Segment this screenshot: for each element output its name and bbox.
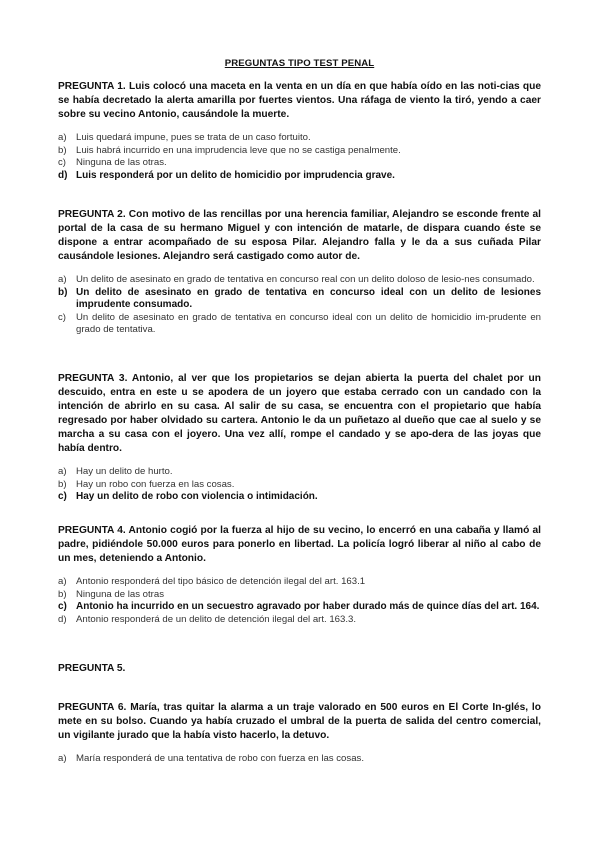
option-text: Antonio responderá de un delito de detención ilegal del art. 163.3. [76, 613, 357, 625]
answer-option [58, 479, 541, 492]
answer-options [58, 466, 541, 504]
question-block [58, 208, 541, 337]
option-letter: c) [58, 491, 67, 502]
answer-option [58, 589, 541, 602]
option-text: Luis responderá por un delito de homicidio por imprudencia grave. [76, 169, 395, 181]
question-block [58, 80, 541, 182]
question-stem: PREGUNTA 6. María, tras quitar la alarma a un traje valorado en 500 euros en El Corte In-glés, lo mete en su bolso. Cuando ya había cruzado el umbral de la puerta de salida del centro comercial, un vigilante jurado que la había visto hacerlo, la detuvo. [58, 702, 541, 741]
option-letter: a) [58, 576, 67, 587]
option-letter: a) [58, 753, 67, 764]
option-text: Hay un robo con fuerza en las cosas. [76, 478, 235, 490]
answer-options [58, 576, 541, 626]
option-letter: d) [58, 613, 67, 625]
option-letter: a) [58, 132, 67, 143]
option-text: Luis quedará impune, pues se trata de un caso fortuito. [76, 132, 311, 143]
question-stem: PREGUNTA 4. Antonio cogió por la fuerza al hijo de su vecino, lo encerró en una cabaña y llamó al padre, pidiéndole 50.000 euros para ponerlo en libertad. La policía logró liberar al niño al cabo de un mes, deteniendo a Antonio. [58, 525, 541, 564]
option-letter: b) [58, 144, 67, 156]
answer-options [58, 132, 541, 182]
question-block [58, 524, 541, 626]
option-text: Luis habrá incurrido en una imprudencia leve que no se castiga penalmente. [76, 144, 401, 156]
question-block [58, 662, 541, 676]
answer-options [58, 753, 541, 766]
answer-option-correct [58, 491, 541, 504]
option-text: María responderá de una tentativa de robo con fuerza en las cosas. [76, 753, 364, 764]
option-text: Ninguna de las otras. [76, 157, 167, 168]
answer-option [58, 274, 541, 287]
option-text: Hay un delito de robo con violencia o intimidación. [76, 491, 318, 502]
answer-option [58, 466, 541, 479]
question-stem: PREGUNTA 2. Con motivo de las rencillas por una herencia familiar, Alejandro se esconde frente al portal de la casa de su hermano Miguel y con intención de matarle, de dispara cuando éste se dispone a entrar acompañado de su esposa Pilar. Alejandro falla y le da a sus cuñada Pilar causándole lesiones. Alejandro será castigado como autor de. [58, 209, 541, 262]
answer-option [58, 157, 541, 170]
option-text: Ninguna de las otras [76, 588, 164, 600]
question-block [58, 701, 541, 766]
option-letter: b) [58, 286, 68, 298]
question-stem: PREGUNTA 1. Luis colocó una maceta en la venta en un día en que había oído en las noti-cias que se había decretado la alerta amarilla por fuertes vientos. Una ráfaga de viento la tiró, yendo a caer sobre su vecino Antonio, causándole la muerte. [58, 81, 541, 120]
answer-option-correct [58, 601, 541, 614]
option-text: Antonio responderá del tipo básico de detención ilegal del art. 163.1 [76, 576, 366, 587]
option-letter: a) [58, 274, 67, 285]
answer-option [58, 614, 541, 627]
answer-option-correct [58, 170, 541, 183]
answer-option [58, 753, 541, 766]
option-letter: a) [58, 466, 67, 477]
option-text: Un delito de asesinato en grado de tentativa en concurso ideal con un delito de homicidio im-prudente en grado de tentativa. [76, 311, 541, 335]
answer-option [58, 312, 541, 337]
question-stem: PREGUNTA 5. [58, 663, 126, 674]
option-letter: b) [58, 478, 67, 490]
page-title: PREGUNTAS TIPO TEST PENAL [224, 58, 375, 69]
question-stem: PREGUNTA 3. Antonio, al ver que los propietarios se dejan abierta la puerta del chalet por un descuido, entra en este u se apodera de un joyero que estaba cerrado con un candado con la intención de abrirlo en su casa. Al salir de su casa, se encuentra con el propietario que había regresado por haber olvidado su cartera. Antonio le da un puñetazo al dueño que cae al suelo y se marcha a su casa con el joyero. Una vez allí, rompe el candado y se apo-dera de las joyas que había dentro. [58, 373, 541, 454]
option-letter: c) [58, 157, 66, 168]
option-text: Hay un delito de hurto. [76, 466, 173, 477]
answer-option [58, 145, 541, 158]
option-letter: c) [58, 311, 66, 323]
option-text: Antonio ha incurrido en un secuestro agravado por haber durado más de quince días del art. 164. [76, 601, 540, 612]
answer-option [58, 576, 541, 589]
question-block [58, 372, 541, 504]
answer-options [58, 274, 541, 337]
answer-option [58, 132, 541, 145]
option-letter: c) [58, 601, 67, 612]
option-text: Un delito de asesinato en grado de tentativa en concurso real con un delito doloso de lesio-nes consumado. [76, 274, 535, 285]
option-letter: b) [58, 588, 67, 600]
option-text: Un delito de asesinato en grado de tentativa en concurso ideal con un delito de lesiones imprudente consumado. [76, 286, 541, 310]
answer-option-correct [58, 287, 541, 312]
option-letter: d) [58, 169, 68, 181]
